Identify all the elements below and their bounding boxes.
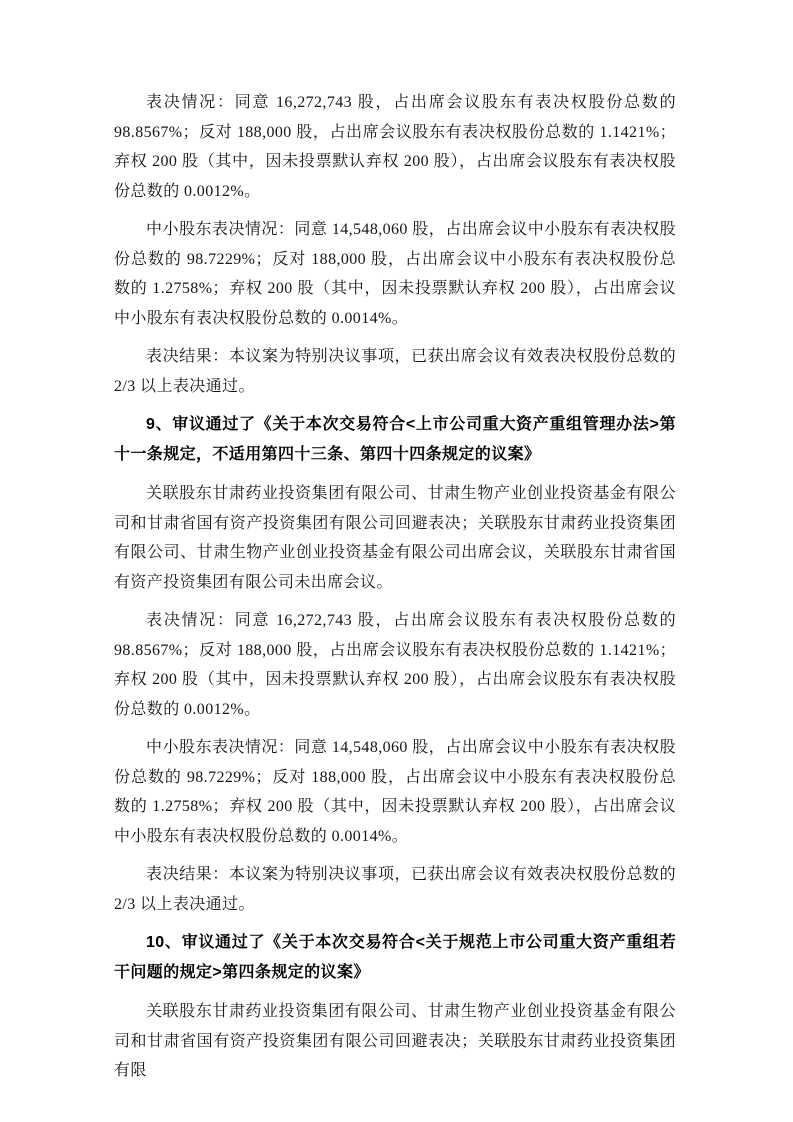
vote-result-paragraph-item8: 表决结果：本议案为特别决议事项，已获出席会议有效表决权股份总数的 2/3 以上表决通过。 bbox=[114, 348, 676, 395]
proposal-10-heading: 10、审议通过了《关于本次交易符合<关于规范上市公司重大资产重组若干问题的规定>第四条规定的议案》 bbox=[114, 934, 676, 981]
minority-shareholder-vote-paragraph-item8: 中小股东表决情况：同意 14,548,060 股，占出席会议中小股东有表决权股份总数的 98.7229%；反对 188,000 股，占出席会议中小股东有表决权股份总数的 1.2758%；弃权 200 股（其中，因未投票默认弃权 200 股），占出席会议中小股东有表决权股份总数的 0.0014%。 bbox=[114, 221, 676, 327]
vote-detail-paragraph-item8: 表决情况：同意 16,272,743 股，占出席会议股东有表决权股份总数的 98.8567%；反对 188,000 股，占出席会议股东有表决权股份总数的 1.1421%；弃权 200 股（其中，因未投票默认弃权 200 股），占出席会议股东有表决权股份总数的 0.0012%。 bbox=[114, 94, 676, 200]
related-shareholder-abstain-paragraph-item9: 关联股东甘肃药业投资集团有限公司、甘肃生物产业创业投资基金有限公司和甘肃省国有资产投资集团有限公司回避表决；关联股东甘肃药业投资集团有限公司、甘肃生物产业创业投资基金有限公司出席会议，关联股东甘肃省国有资产投资集团有限公司未出席会议。 bbox=[114, 485, 676, 591]
minority-shareholder-vote-paragraph-item9: 中小股东表决情况：同意 14,548,060 股，占出席会议中小股东有表决权股份总数的 98.7229%；反对 188,000 股，占出席会议中小股东有表决权股份总数的 1.2758%；弃权 200 股（其中，因未投票默认弃权 200 股），占出席会议中小股东有表决权股份总数的 0.0014%。 bbox=[114, 739, 676, 845]
proposal-9-heading: 9、审议通过了《关于本次交易符合<上市公司重大资产重组管理办法>第十一条规定，不适用第四十三条、第四十四条规定的议案》 bbox=[114, 416, 676, 463]
vote-result-paragraph-item9: 表决结果：本议案为特别决议事项，已获出席会议有效表决权股份总数的 2/3 以上表决通过。 bbox=[114, 866, 676, 913]
vote-detail-paragraph-item9: 表决情况：同意 16,272,743 股，占出席会议股东有表决权股份总数的 98.8567%；反对 188,000 股，占出席会议股东有表决权股份总数的 1.1421%；弃权 200 股（其中，因未投票默认弃权 200 股），占出席会议股东有表决权股份总数的 0.0012%。 bbox=[114, 612, 676, 718]
related-shareholder-abstain-paragraph-item10: 关联股东甘肃药业投资集团有限公司、甘肃生物产业创业投资基金有限公司和甘肃省国有资产投资集团有限公司回避表决；关联股东甘肃药业投资集团有限 bbox=[114, 1003, 676, 1079]
